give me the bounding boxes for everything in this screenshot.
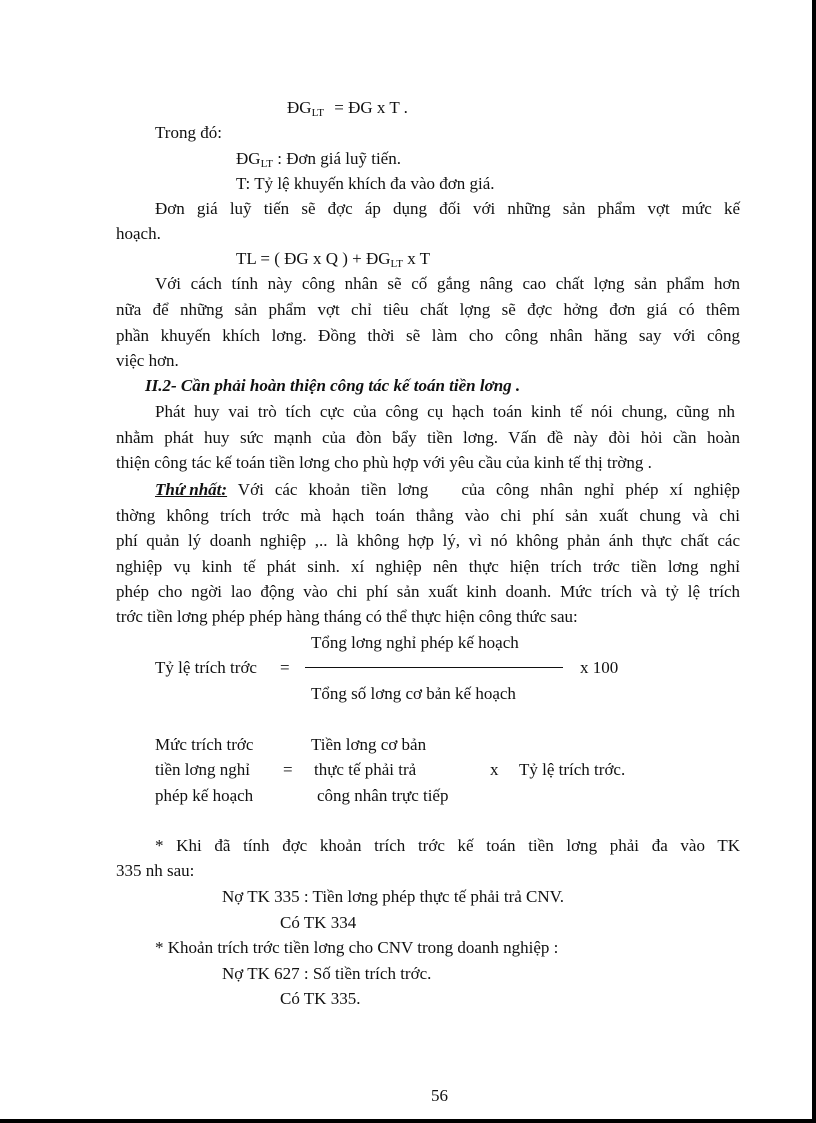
formula-tl-right: x T xyxy=(402,249,431,268)
formula-tl xyxy=(236,248,430,275)
journal-entry-credit: Có TK 334 xyxy=(280,913,357,932)
where-label: Trong đó: xyxy=(155,123,222,142)
fraction-multiplier: x 100 xyxy=(580,658,619,677)
section-heading: II.2- Cần phải hoàn thiện công tác kế toán tiền lơng . xyxy=(145,376,521,395)
def-symbol: ĐG xyxy=(236,149,261,168)
journal-entry-credit: Có TK 335. xyxy=(280,989,361,1008)
paragraph-line: phép cho ngời lao động vào chi phí sản xuất kinh doanh. Mức trích và tỷ lệ trích xyxy=(116,582,740,601)
formula3-left-line: tiền lơng nghỉ xyxy=(155,760,250,779)
def-symbol-sub: LT xyxy=(260,158,273,170)
paragraph-line: phí quản lý doanh nghiệp ,.. là không hợp lý, vì nó không phản ánh thực chất các xyxy=(116,531,740,550)
fraction-numerator: Tổng lơng nghỉ phép kế hoạch xyxy=(311,633,519,652)
paragraph-line: thờng không trích trớc mà hạch toán thẳng vào chi phí sản xuất chung và chi xyxy=(116,506,740,525)
fraction-denominator: Tổng số lơng cơ bản kế hoạch xyxy=(311,684,516,703)
formula-tl-sub: LT xyxy=(390,258,403,270)
formula3-equals: = xyxy=(283,760,293,779)
paragraph-line: hoạch. xyxy=(116,224,161,243)
paragraph-line: * Khi đã tính đợc khoản trích trớc kế toán tiền lơng phải đa vào TK xyxy=(155,836,740,855)
fraction-label: Tỷ lệ trích trớc xyxy=(155,658,257,677)
paragraph-line: nữa để những sản phẩm vợt chỉ tiêu chất lợng sẽ đợc hởng đơn giá có thêm xyxy=(116,300,740,319)
paragraph-line: việc hơn. xyxy=(116,351,179,370)
page-number: 56 xyxy=(431,1086,448,1105)
paragraph-line: thiện công tác kế toán tiền lơng cho phù hợp với yêu cầu của kinh tế thị trờng . xyxy=(116,453,652,472)
fraction-bar xyxy=(305,667,563,668)
paragraph-line: trớc tiền lơng phép phép hàng tháng có thể thực hiện công thức sau: xyxy=(116,607,578,626)
formula-lhs: ĐG xyxy=(287,98,312,117)
paragraph-line: Phát huy vai trò tích cực của công cụ hạch toán kinh tế nói chung, cũng nh xyxy=(155,402,735,421)
formula3-middle-line: công nhân trực tiếp xyxy=(317,786,449,805)
formula3-middle-line: Tiền lơng cơ bản xyxy=(311,735,427,754)
paragraph-line-first xyxy=(155,479,740,501)
definition-dglt xyxy=(236,148,401,175)
definition-t: T: Tỷ lệ khuyến khích đa vào đơn giá. xyxy=(236,174,495,193)
paragraph-line: Đơn giá luỹ tiến sẽ đợc áp dụng đối với những sản phẩm vợt mức kế xyxy=(155,199,740,218)
formula-lhs-sub: LT xyxy=(311,107,324,119)
formula3-multiply: x xyxy=(490,760,499,779)
paragraph-line: * Khoản trích trớc tiền lơng cho CNV trong doanh nghiệp : xyxy=(155,938,559,957)
formula-tl-left: TL = ( ĐG x Q ) + ĐG xyxy=(236,249,391,268)
formula3-middle-line: thực tế phải trả xyxy=(314,760,417,779)
paragraph-line: 335 nh sau: xyxy=(116,861,195,880)
paragraph-line: Với cách tính này công nhân sẽ cố gắng nâng cao chất lợng sản phẩm hơn xyxy=(155,274,740,293)
paragraph-line: nghiệp vụ kinh tế phát sinh. xí nghiệp nên thực hiện trích trớc tiền lơng nghỉ xyxy=(116,557,740,576)
def-text: : Đơn giá luỹ tiến. xyxy=(277,149,401,168)
formula3-right: Tỷ lệ trích trớc. xyxy=(519,760,626,779)
paragraph-text: Với các khoản tiền lơng của công nhân nghỉ phép xí nghiệp xyxy=(227,480,740,499)
first-label: Thứ nhất: xyxy=(155,480,228,499)
journal-entry-debit: Nợ TK 627 : Số tiền trích trớc. xyxy=(222,964,432,983)
formula-rhs: = ĐG x T . xyxy=(334,98,408,117)
formula-dglt xyxy=(287,97,408,124)
fraction-equals: = xyxy=(280,658,290,677)
formula3-left-line: Mức trích trớc xyxy=(155,735,254,754)
paragraph-line: phần khuyến khích lơng. Đồng thời sẽ làm cho công nhân hăng say với công xyxy=(116,326,740,345)
formula3-left-line: phép kế hoạch xyxy=(155,786,254,805)
journal-entry-debit: Nợ TK 335 : Tiền lơng phép thực tế phải trả CNV. xyxy=(222,887,565,906)
paragraph-line: nhằm phát huy sức mạnh của đòn bẩy tiền lơng. Vấn đề này đòi hỏi cần hoàn xyxy=(116,428,740,447)
